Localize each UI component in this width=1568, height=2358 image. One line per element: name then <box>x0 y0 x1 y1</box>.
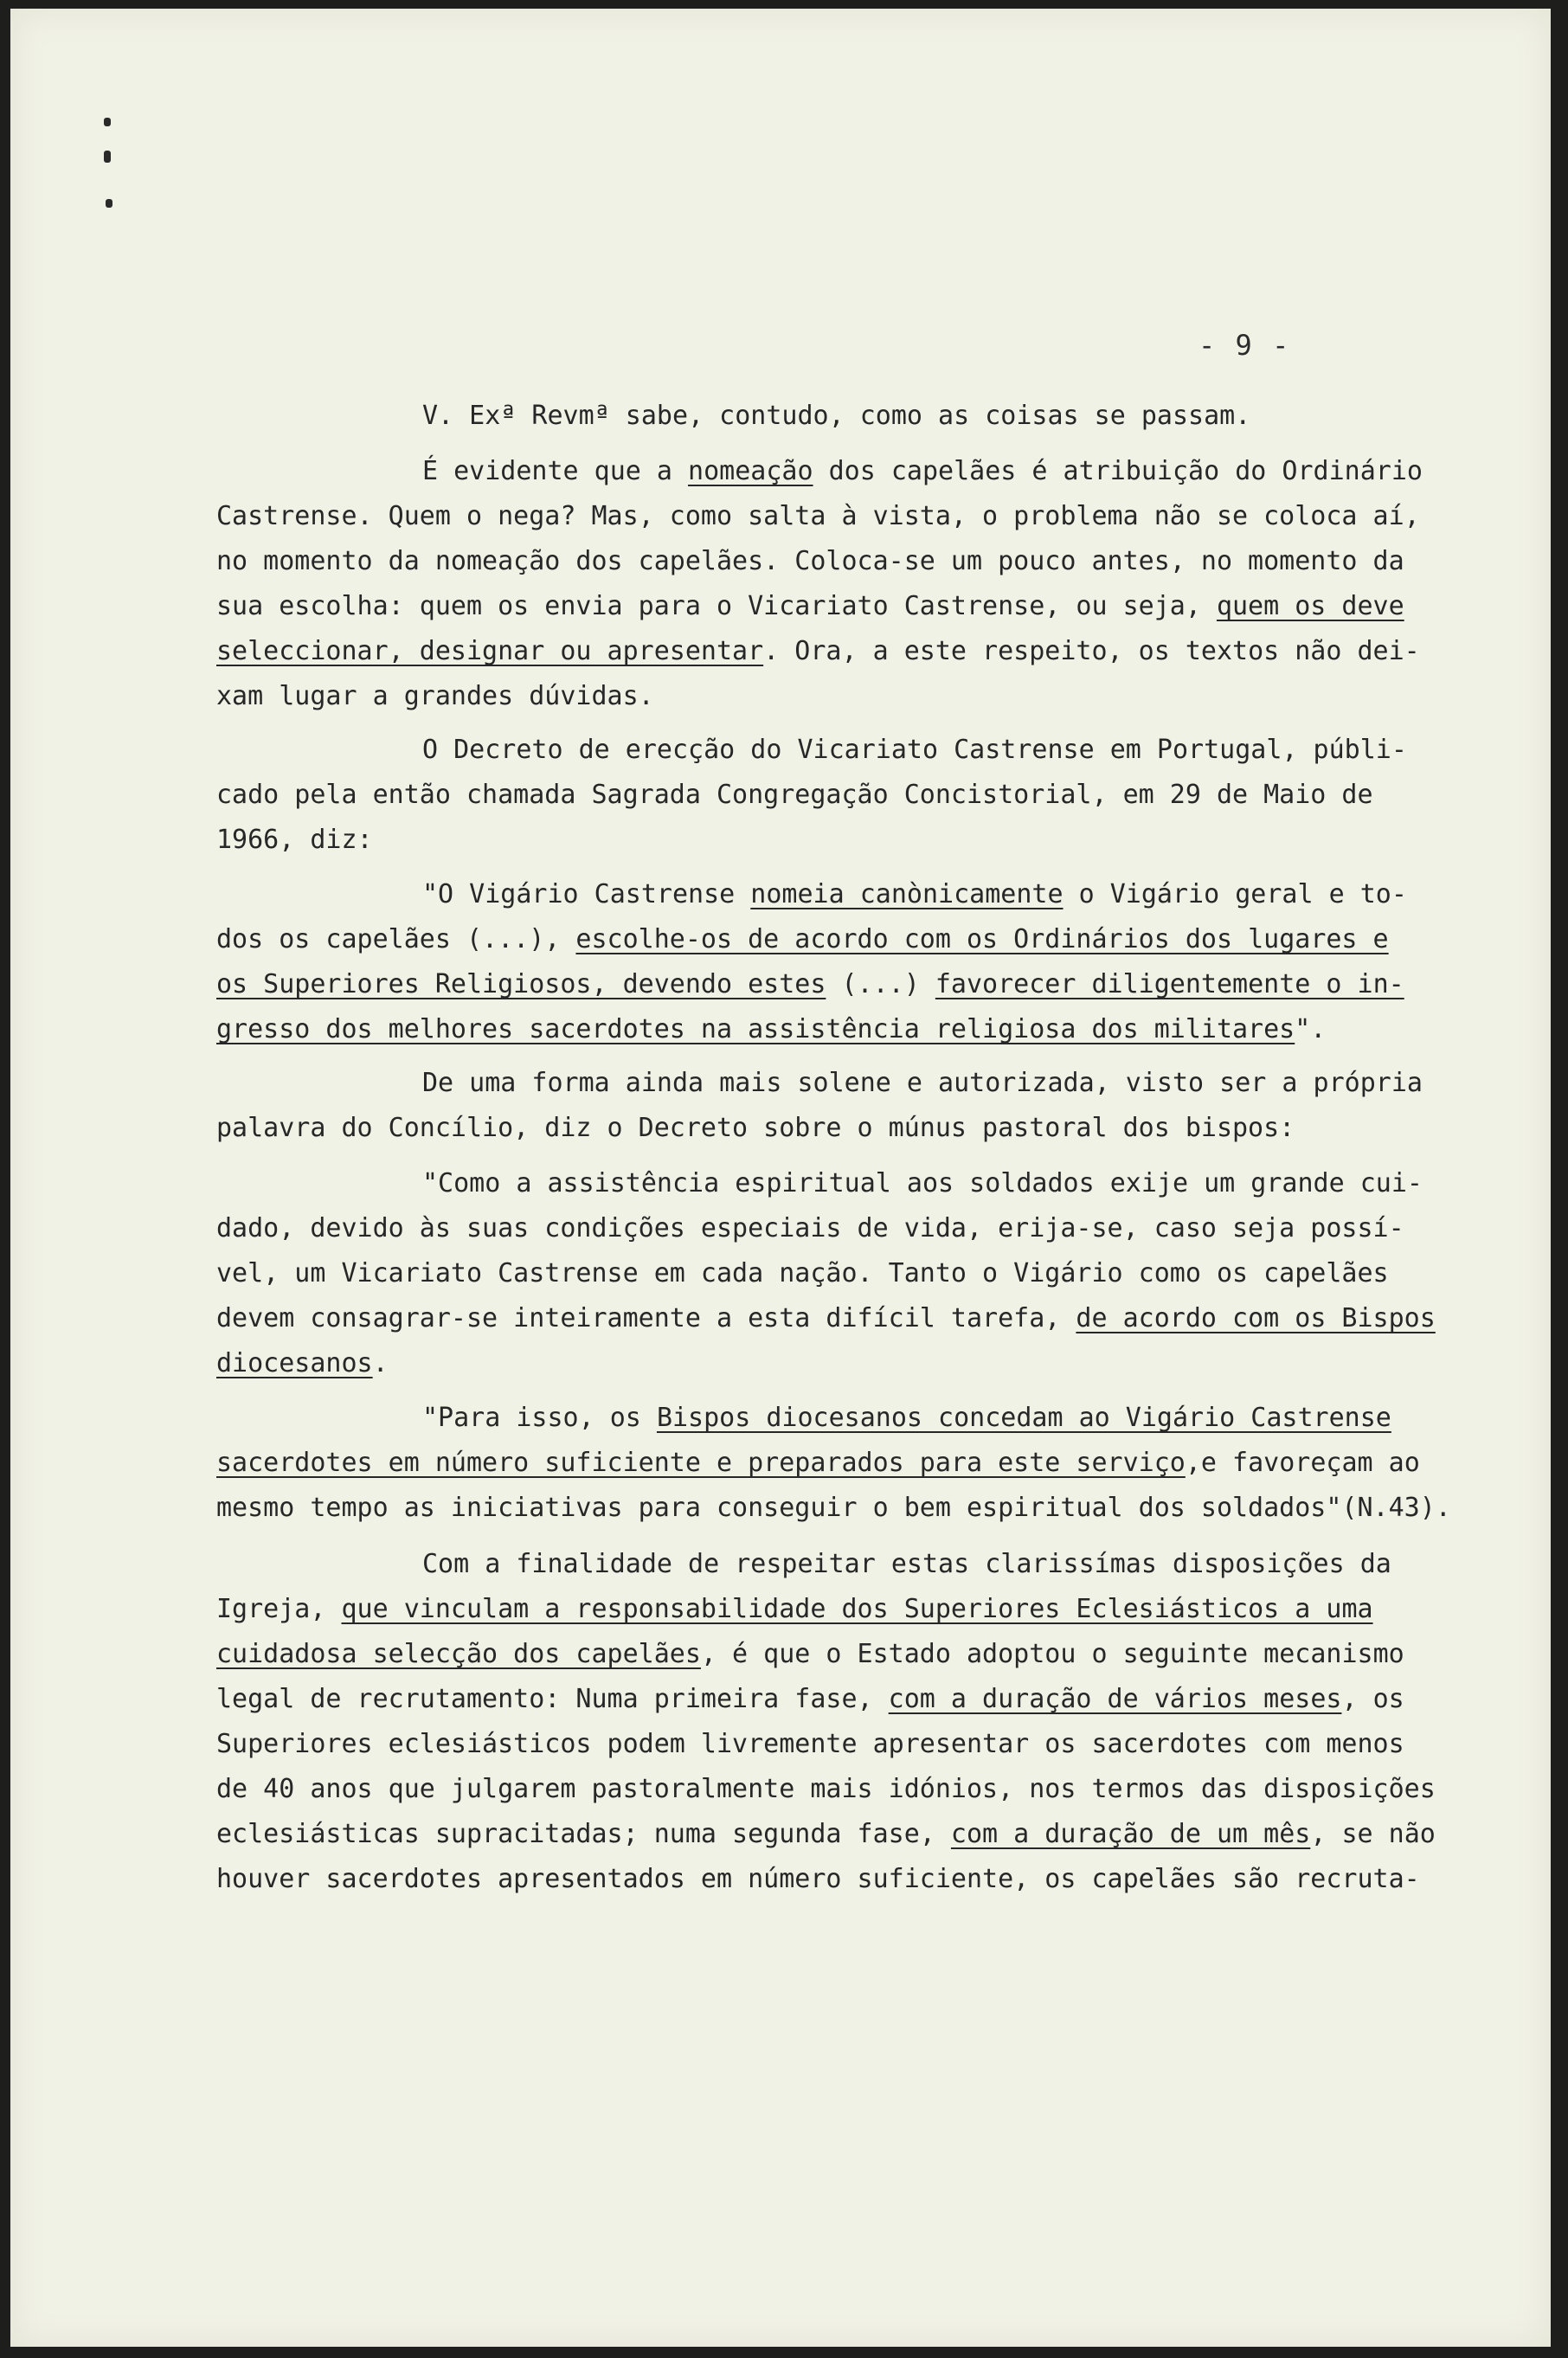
text-segment: "O Vigário Castrense <box>422 879 751 909</box>
text-segment: o Vigário geral e to- <box>1063 879 1407 909</box>
text-line <box>216 681 654 712</box>
underlined-text: nomeia canònicamente <box>750 879 1064 909</box>
text-segment: cado pela então chamada Sagrada Congregação Concistorial, em 29 de Maio de <box>216 780 1373 810</box>
text-line <box>216 1774 1436 1805</box>
text-segment: , os <box>1341 1684 1404 1714</box>
text-segment: É evidente que a <box>422 456 689 486</box>
document-page <box>10 9 1551 2347</box>
text-line <box>216 1493 1451 1524</box>
text-line <box>216 1819 1436 1850</box>
text-line <box>422 1168 1423 1199</box>
text-line <box>216 1213 1404 1244</box>
text-segment: ,e favoreçam ao <box>1185 1448 1420 1478</box>
underlined-text: os Superiores Religiosos, devendo estes <box>216 969 826 999</box>
text-segment: O Decreto de erecção do Vicariato Castrense em Portugal, públi- <box>422 735 1407 765</box>
text-segment: vel, um Vicariato Castrense em cada nação. Tanto o Vigário como os capelães <box>216 1258 1389 1288</box>
text-line <box>216 1639 1404 1670</box>
text-segment: palavra do Concílio, diz o Decreto sobre o múnus pastoral dos bispos: <box>216 1113 1295 1143</box>
underlined-text: Bispos diocesanos concedam ao Vigário Castrense <box>656 1403 1391 1433</box>
text-segment: Castrense. Quem o nega? Mas, como salta à vista, o problema não se coloca aí, <box>216 501 1420 531</box>
underlined-text: diocesanos <box>216 1348 373 1378</box>
underlined-text: sacerdotes em número suficiente e preparados para este serviço <box>216 1448 1186 1478</box>
text-line <box>216 1258 1389 1289</box>
text-segment: mesmo tempo as iniciativas para conseguir o bem espiritual dos soldados"(N.43). <box>216 1493 1451 1523</box>
text-line <box>216 546 1404 577</box>
page-number: - 9 - <box>1198 329 1291 362</box>
text-line <box>422 401 1250 432</box>
text-segment: , se não <box>1310 1819 1436 1849</box>
underlined-text: nomeação <box>688 456 813 486</box>
text-segment: devem consagrar-se inteiramente a esta difícil tarefa, <box>216 1303 1076 1333</box>
text-line <box>216 636 1420 667</box>
text-line <box>216 1014 1326 1045</box>
document-body <box>10 9 1551 2347</box>
text-line <box>216 969 1404 1000</box>
text-segment: . Ora, a este respeito, os textos não dei- <box>763 636 1420 666</box>
text-segment: dos os capelães (...), <box>216 924 576 954</box>
text-line <box>216 1113 1295 1144</box>
text-line <box>216 1348 389 1379</box>
text-segment: legal de recrutamento: Numa primeira fase, <box>216 1684 889 1714</box>
text-segment: no momento da nomeação dos capelães. Coloca-se um pouco antes, no momento da <box>216 546 1404 576</box>
text-segment: V. Exª Revmª sabe, contudo, como as coisas se passam. <box>422 401 1251 431</box>
text-line <box>422 1068 1423 1099</box>
text-line <box>216 1303 1436 1334</box>
underlined-text: de acordo com os Bispos <box>1076 1303 1436 1333</box>
underlined-text: favorecer diligentemente o in- <box>935 969 1404 999</box>
text-line <box>216 1864 1420 1895</box>
text-segment: dado, devido às suas condições especiais de vida, erija-se, caso seja possí- <box>216 1213 1404 1243</box>
text-segment: (...) <box>826 969 935 999</box>
text-segment: de 40 anos que julgarem pastoralmente mais idónios, nos termos das disposições <box>216 1774 1436 1804</box>
text-line <box>216 825 373 856</box>
text-segment: "Para isso, os <box>422 1403 657 1433</box>
text-line <box>422 456 1423 487</box>
text-segment: xam lugar a grandes dúvidas. <box>216 681 654 711</box>
text-segment: Igreja, <box>216 1594 342 1624</box>
underlined-text: quem os deve <box>1216 591 1404 621</box>
text-line <box>216 1594 1373 1625</box>
text-line <box>216 1684 1404 1715</box>
text-segment: , é que o Estado adoptou o seguinte mecanismo <box>700 1639 1404 1669</box>
text-segment: eclesiásticas supracitadas; numa segunda fase, <box>216 1819 951 1849</box>
underlined-text: escolhe-os de acordo com os Ordinários dos lugares e <box>575 924 1389 954</box>
text-line <box>216 591 1404 622</box>
underlined-text: com a duração de vários meses <box>888 1684 1342 1714</box>
text-segment: dos capelães é atribuição do Ordinário <box>813 456 1423 486</box>
underlined-text: gresso dos melhores sacerdotes na assistência religiosa dos militares <box>216 1014 1295 1044</box>
text-line <box>422 1403 1391 1434</box>
text-line <box>216 501 1420 532</box>
text-line <box>216 924 1389 955</box>
text-line <box>216 780 1373 811</box>
text-segment: . <box>372 1348 389 1378</box>
underlined-text: com a duração de um mês <box>950 1819 1311 1849</box>
text-line <box>422 1549 1391 1580</box>
text-line <box>422 735 1407 766</box>
underlined-text: cuidadosa selecção dos capelães <box>216 1639 701 1669</box>
text-segment: Com a finalidade de respeitar estas clarissímas disposições da <box>422 1549 1391 1579</box>
text-segment: De uma forma ainda mais solene e autorizada, visto ser a própria <box>422 1068 1423 1098</box>
text-segment: ". <box>1295 1014 1327 1044</box>
text-segment: 1966, diz: <box>216 825 373 855</box>
text-line <box>216 1448 1420 1479</box>
text-segment: "Como a assistência espiritual aos soldados exije um grande cui- <box>422 1168 1423 1198</box>
text-line <box>216 1729 1404 1760</box>
text-line <box>422 879 1407 910</box>
underlined-text: que vinculam a responsabilidade dos Superiores Eclesiásticos a uma <box>341 1594 1373 1624</box>
text-segment: houver sacerdotes apresentados em número suficiente, os capelães são recruta- <box>216 1864 1420 1894</box>
text-segment: sua escolha: quem os envia para o Vicariato Castrense, ou seja, <box>216 591 1217 621</box>
underlined-text: seleccionar, designar ou apresentar <box>216 636 764 666</box>
text-segment: Superiores eclesiásticos podem livremente apresentar os sacerdotes com menos <box>216 1729 1404 1759</box>
